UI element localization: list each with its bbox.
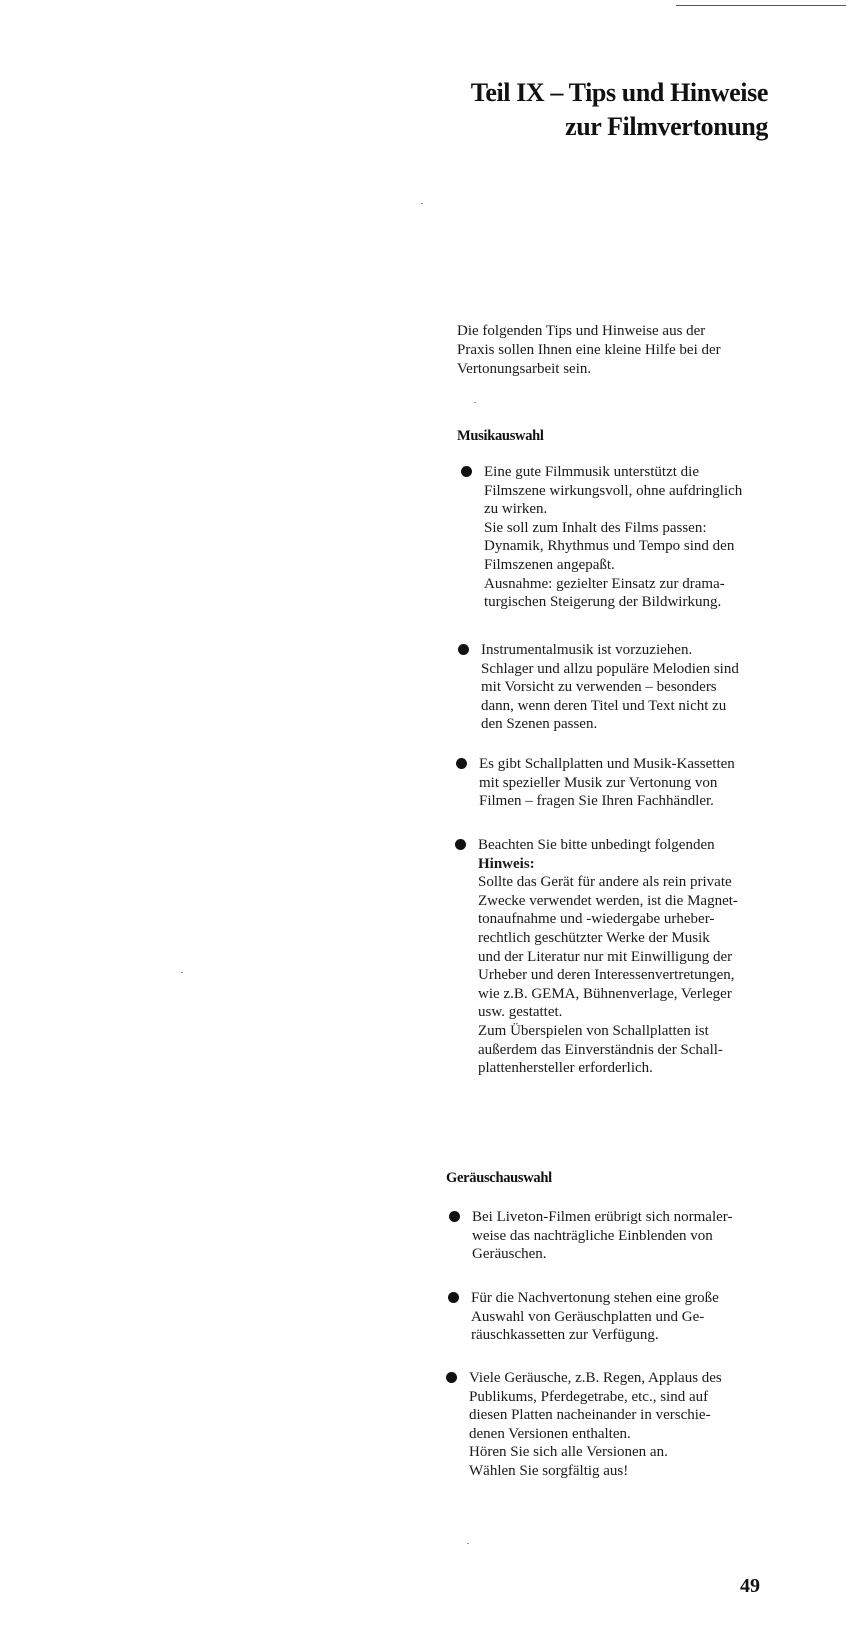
- scan-speck: [421, 203, 423, 204]
- list-item: [472, 1208, 812, 1264]
- bullet-line: wie z.B. GEMA, Bühnenverlage, Verleger: [478, 985, 732, 1002]
- list-item: [478, 836, 818, 1078]
- bullet-line: und der Literatur nur mit Einwilligung der: [478, 948, 733, 965]
- bullet-line: Es gibt Schallplatten und Musik-Kassetten: [479, 756, 735, 772]
- intro-paragraph: [457, 322, 807, 379]
- bullet-icon: [461, 466, 472, 477]
- page-title-line-1: Teil IX – Tips und Hinweise: [470, 78, 768, 107]
- bullet-line: Ausnahme: gezielter Einsatz zur drama-: [484, 575, 725, 592]
- bullet-line: Filmszenen angepaßt.: [484, 556, 615, 573]
- bullet-line: Viele Geräusche, z.B. Regen, Applaus des: [469, 1370, 722, 1386]
- bullet-line: turgischen Steigerung der Bildwirkung.: [484, 594, 722, 611]
- bullet-line: Zum Überspielen von Schallplatten ist: [478, 1022, 709, 1039]
- bullet-icon: [449, 1211, 460, 1222]
- bullet-line: dann, wenn deren Titel und Text nicht zu: [481, 697, 727, 714]
- page-title-line-2: zur Filmvertonung: [565, 112, 768, 141]
- bullet-line: plattenhersteller erforderlich.: [478, 1060, 653, 1077]
- bullet-line: weise das nachträgliche Einblenden von: [472, 1227, 713, 1244]
- list-item: [479, 755, 819, 811]
- bullet-line: Eine gute Filmmusik unterstützt die: [484, 464, 699, 480]
- bullet-line: zu wirken.: [484, 501, 548, 518]
- bullet-line: Sollte das Gerät für andere als rein private: [478, 874, 732, 891]
- scan-speck: [181, 972, 183, 973]
- hinweis-label: Hinweis:: [478, 855, 535, 872]
- intro-line: Die folgenden Tips und Hinweise aus der: [457, 323, 706, 339]
- bullet-line: diesen Platten nacheinander in verschie-: [469, 1407, 711, 1424]
- top-rule: [676, 5, 846, 6]
- section-heading-geraeuschauswahl: Geräuschauswahl: [446, 1170, 552, 1186]
- intro-line: Vertonungsarbeit sein.: [457, 361, 592, 377]
- bullet-line: Filmen – fragen Sie Ihren Fachhändler.: [479, 793, 714, 810]
- bullet-line: denen Versionen enthalten.: [469, 1425, 631, 1442]
- bullet-line: räuschkassetten zur Verfügung.: [471, 1327, 659, 1344]
- page-title: [471, 76, 768, 144]
- bullet-line: Filmszene wirkungsvoll, ohne aufdringlich: [484, 482, 743, 499]
- list-item: [469, 1369, 809, 1481]
- bullet-line: Schlager und allzu populäre Melodien sind: [481, 660, 739, 677]
- scan-speck: [474, 402, 476, 403]
- bullet-line: tonaufnahme und -wiedergabe urheber-: [478, 911, 715, 928]
- bullet-line: mit Vorsicht zu verwenden – besonders: [481, 679, 717, 696]
- page-number: 49: [740, 1575, 760, 1597]
- bullet-line: Publikums, Pferdegetrabe, etc., sind auf: [469, 1388, 709, 1405]
- bullet-icon: [456, 758, 467, 769]
- bullet-line: Sie soll zum Inhalt des Films passen:: [484, 519, 707, 536]
- bullet-line: Bei Liveton-Filmen erübrigt sich normaler-: [472, 1209, 733, 1225]
- bullet-line: rechtlich geschützter Werke der Musik: [478, 929, 710, 946]
- bullet-icon: [448, 1292, 459, 1303]
- bullet-line: Wählen Sie sorgfältig aus!: [469, 1462, 629, 1479]
- bullet-line: Instrumentalmusik ist vorzuziehen.: [481, 642, 693, 658]
- bullet-line: Geräuschen.: [472, 1246, 547, 1263]
- bullet-line: mit spezieller Musik zur Vertonung von: [479, 774, 718, 791]
- bullet-line: Auswahl von Geräuschplatten und Ge-: [471, 1308, 705, 1325]
- bullet-line: Dynamik, Rhythmus und Tempo sind den: [484, 538, 735, 555]
- list-item: [471, 1289, 811, 1345]
- bullet-icon: [446, 1372, 457, 1383]
- bullet-line: Hören Sie sich alle Versionen an.: [469, 1444, 668, 1461]
- bullet-line: Urheber und deren Interessenvertretungen,: [478, 967, 735, 984]
- bullet-line: Zwecke verwendet werden, ist die Magnet-: [478, 892, 738, 909]
- bullet-line: Für die Nachvertonung stehen eine große: [471, 1290, 719, 1306]
- list-item: [481, 641, 821, 734]
- bullet-line: den Szenen passen.: [481, 716, 598, 733]
- section-heading-musikauswahl: Musikauswahl: [457, 428, 544, 444]
- bullet-icon: [458, 644, 469, 655]
- bullet-line: Beachten Sie bitte unbedingt folgenden: [478, 837, 715, 853]
- bullet-icon: [455, 839, 466, 850]
- bullet-line: außerdem das Einverständnis der Schall-: [478, 1041, 723, 1058]
- list-item: [484, 463, 824, 612]
- intro-line: Praxis sollen Ihnen eine kleine Hilfe bei der: [457, 342, 721, 358]
- bullet-line: usw. gestattet.: [478, 1004, 563, 1021]
- scan-speck: [467, 1543, 469, 1544]
